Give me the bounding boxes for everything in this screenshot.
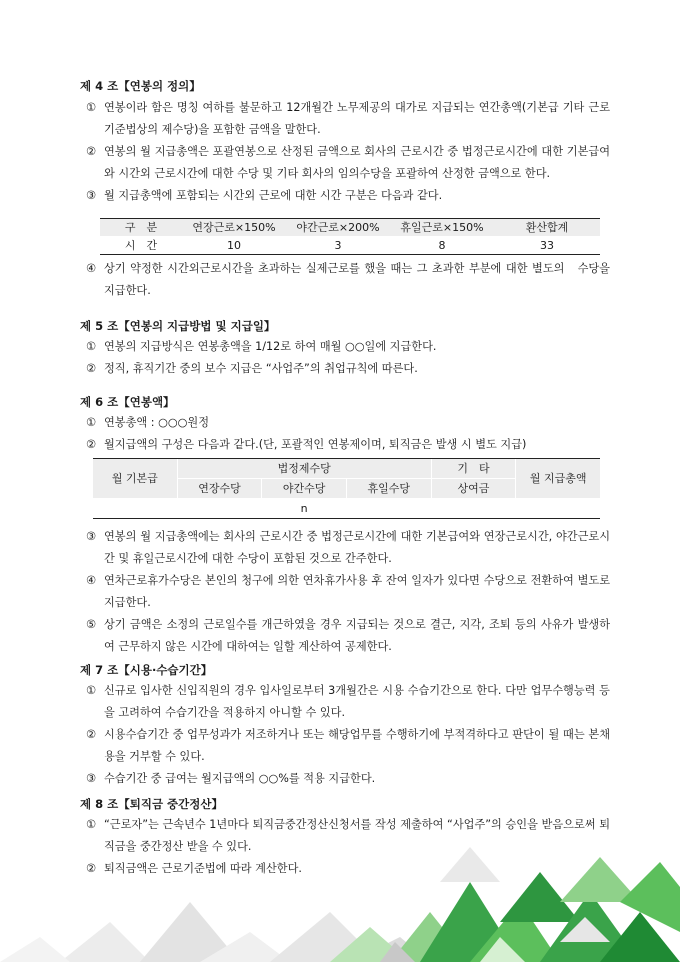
- list-item: ② 정직, 휴직기간 중의 보수 지급은 “사업주”의 취업규칙에 따른다.: [86, 362, 418, 375]
- article-5-heading: 제 5 조【연봉의 지급방법 및 지급일】: [80, 319, 276, 333]
- list-item: ① 연봉총액 : ○○○원정: [86, 416, 210, 429]
- list-item: ① 연봉의 지급방식은 연봉총액을 1/12로 하여 매월 ○○일에 지급한다.: [86, 340, 437, 353]
- table-row: n: [93, 498, 600, 519]
- table-row: 시 간 10 3 8 33: [100, 237, 600, 255]
- table-subheader-row: 연장수당 야간수당 휴일수당 상여금: [93, 479, 600, 499]
- list-item: ② 퇴직금액은 근로기준법에 따라 계산한다.: [86, 862, 302, 875]
- article-4: [80, 76, 610, 96]
- list-item: ② 월지급액의 구성은 다음과 같다.(단, 포괄적인 연봉제이며, 퇴직금은 발생 시 별도 지급): [86, 438, 527, 451]
- list-item: ② 연봉의 월 지급총액은 포괄연봉으로 산정된 금액으로 회사의 근로시간 중 법정근로시간에 대한 기본급여와 시간외 근로시간에 대한 수당 및 기타 회사의 임의수당을 포괄하여 산정한 금액으로 한다.: [86, 145, 610, 180]
- article-5: [80, 316, 610, 380]
- list-item: ⑤ 상기 금액은 소정의 근로일수를 개근하였을 경우 지급되는 것으로 결근, 지각, 조퇴 등의 사유가 발생하여 근무하지 않은 시간에 대하여는 일할 계산하여 공제한다.: [86, 618, 610, 653]
- list-item: ① 연봉이라 함은 명칭 여하를 불문하고 12개월간 노무제공의 대가로 지급되는 연간총액(기본급 기타 근로기준법상의 제수당)을 포함한 금액을 말한다.: [86, 101, 610, 136]
- list-item: ① “근로자”는 근속년수 1년마다 퇴직금중간정산신청서를 작성 제출하여 “사업주”의 승인을 받음으로써 퇴직금을 중간정산 받을 수 있다.: [86, 818, 610, 853]
- list-item: ③ 연봉의 월 지급총액에는 회사의 근로시간 중 법정근로시간에 대한 기본급여와 연장근로시간, 야간근로시간 및 휴일근로시간에 대한 수당이 포함된 것으로 간주한다.: [86, 530, 610, 565]
- table-header-row: 월 기본급 법정제수당 기 타 월 지급총액: [93, 459, 600, 479]
- table-header-row: 구 분 연장근로×150% 야간근로×200% 휴일근로×150% 환산합계: [100, 219, 600, 237]
- article-4-item-4: [80, 258, 610, 302]
- monthly-pay-table: [93, 458, 600, 519]
- article-6: [80, 392, 610, 456]
- article-6-heading: 제 6 조【연봉액】: [80, 395, 175, 409]
- list-item: ③ 월 지급총액에 포함되는 시간외 근로에 대한 시간 구분은 다음과 같다.: [86, 189, 443, 202]
- article-7: [80, 660, 610, 790]
- article-6-items-continued: [80, 526, 610, 658]
- article-4-items: [80, 97, 610, 207]
- list-item: ① 신규로 입사한 신입직원의 경우 입사일로부터 3개월간은 시용 수습기간으로 한다. 다만 업무수행능력 등을 고려하여 수습기간을 적용하지 아니할 수 있다.: [86, 684, 610, 719]
- list-item: ④ 상기 약정한 시간외근로시간을 초과하는 실제근로를 했을 때는 그 초과한 부분에 대한 별도의 수당을 지급한다.: [86, 262, 610, 297]
- list-item: ③ 수습기간 중 급여는 월지급액의 ○○%를 적용 지급한다.: [86, 772, 376, 785]
- article-4-heading: 제 4 조【연봉의 정의】: [80, 79, 201, 93]
- triangle-pattern-footer-icon: [0, 842, 680, 962]
- article-8-heading: 제 8 조【퇴직금 중간정산】: [80, 797, 223, 811]
- list-item: ④ 연차근로휴가수당은 본인의 청구에 의한 연차휴가사용 후 잔여 일자가 있다면 수당으로 전환하여 별도로 지급한다.: [86, 574, 610, 609]
- overtime-hours-table: [100, 218, 600, 255]
- list-item: ② 시용수습기간 중 업무성과가 저조하거나 또는 해당업무를 수행하기에 부적격하다고 판단이 될 때는 본채용을 거부할 수 있다.: [86, 728, 610, 763]
- article-7-heading: 제 7 조【시용·수습기간】: [80, 663, 213, 677]
